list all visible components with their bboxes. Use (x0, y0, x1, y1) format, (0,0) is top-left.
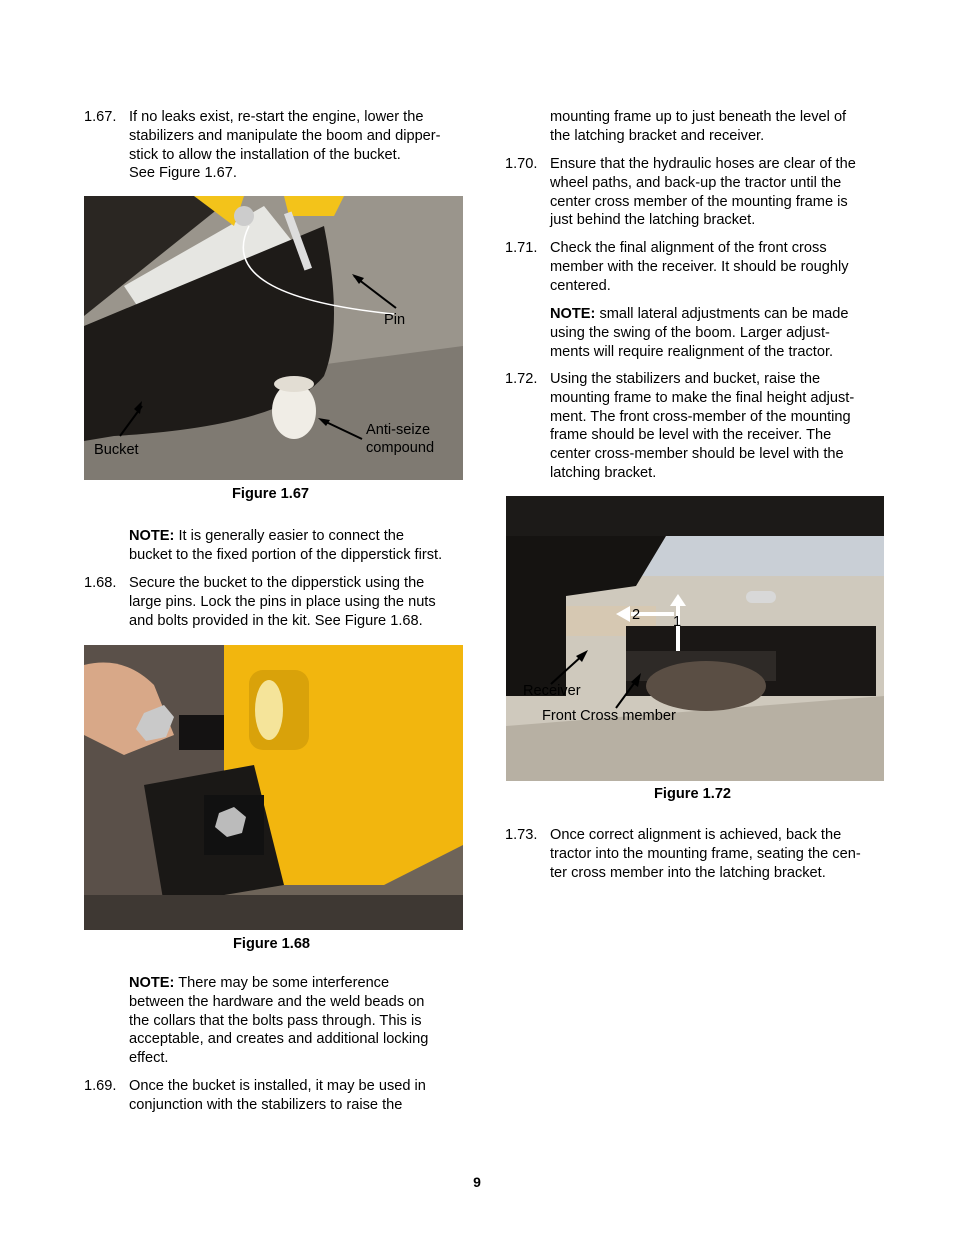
figure-1-67-photo (84, 196, 463, 480)
step-text-line: mounting frame up to just beneath the level of (550, 109, 847, 125)
step-1-71 (505, 239, 905, 299)
step-text-line: centered. (550, 277, 611, 294)
note-label: NOTE: (129, 975, 175, 991)
note-interference (129, 974, 489, 1068)
figure-1-67-caption: Figure 1.67 (232, 486, 310, 502)
figure-1-72-caption: Figure 1.72 (654, 786, 732, 802)
step-text-line: tractor into the mounting frame, seating the cen- (550, 845, 861, 862)
label-anti-seize: Anti-seize (366, 422, 431, 438)
step-1-69 (84, 1077, 484, 1117)
step-text-line: large pins. Lock the pins in place using the nuts (129, 593, 436, 610)
step-1-70 (505, 155, 905, 235)
step-text-line: See Figure 1.67. (129, 165, 237, 182)
note-text: There may be some interference (174, 975, 390, 991)
step-number: 1.69. (84, 1078, 117, 1094)
label-compound: compound (366, 440, 435, 456)
label-bucket: Bucket (94, 442, 139, 458)
note-text: the collars that the bolts pass through. This is (129, 1012, 422, 1029)
step-1-68 (84, 574, 484, 634)
step-text-line: Using the stabilizers and bucket, raise the (550, 371, 821, 387)
step-text-line: Once the bucket is installed, it may be used in (129, 1078, 426, 1094)
step-text-line: and bolts provided in the kit. See Figure 1.68. (129, 612, 423, 629)
note-lateral-adjustments (550, 305, 900, 361)
step-text-line: stabilizers and manipulate the boom and dipper- (129, 127, 441, 144)
step-text-line: center cross-member should be level with the (550, 446, 844, 463)
frame-photo-illustration (506, 496, 884, 781)
step-text-line: Once correct alignment is achieved, back the (550, 827, 842, 843)
figure-1-68-caption: Figure 1.68 (233, 936, 311, 952)
step-number: 1.68. (84, 575, 117, 591)
pin-photo-illustration (84, 645, 463, 930)
figure-1-68-photo (84, 645, 463, 930)
note-text: acceptable, and creates and additional locking (129, 1031, 429, 1048)
step-text-line: member with the receiver. It should be roughly (550, 258, 849, 275)
note-text: between the hardware and the weld beads on (129, 993, 425, 1010)
step-1-67 (84, 108, 484, 188)
note-connect-bucket (129, 527, 489, 565)
note-text: bucket to the fixed portion of the dipperstick first. (129, 546, 443, 563)
label-receiver: Receiver (523, 683, 581, 699)
step-text-line: latching bracket. (550, 464, 657, 481)
note-text: ments will require realignment of the tractor. (550, 343, 834, 360)
step-number: 1.67. (84, 109, 117, 125)
step-number: 1.73. (505, 827, 538, 843)
step-text-line: ter cross member into the latching bracket. (550, 864, 826, 881)
step-text-line: Check the final alignment of the front cross (550, 240, 827, 256)
note-text: It is generally easier to connect the (174, 528, 404, 544)
step-text-line: the latching bracket and receiver. (550, 127, 765, 144)
note-text: small lateral adjustments can be made (595, 306, 849, 322)
step-1-72 (505, 370, 905, 485)
step-text-line: wheel paths, and back-up the tractor until the (550, 174, 842, 191)
step-text-line: just behind the latching bracket. (550, 212, 756, 229)
step-1-73 (505, 826, 905, 886)
step-1-69-continued (550, 108, 890, 146)
step-number: 1.70. (505, 156, 538, 172)
step-text-line: Ensure that the hydraulic hoses are clear of the (550, 156, 856, 172)
label-pin: Pin (384, 312, 406, 328)
label-arrow-1: 1 (673, 614, 682, 630)
page-number: 9 (473, 1174, 481, 1190)
label-front-cross-member: Front Cross member (542, 708, 676, 724)
label-arrow-2: 2 (632, 607, 641, 623)
figure-1-72-photo (506, 496, 884, 781)
step-text-line: mounting frame to make the final height adjust- (550, 389, 855, 406)
step-text-line: If no leaks exist, re-start the engine, lower the (129, 109, 424, 125)
note-label: NOTE: (129, 528, 175, 544)
step-text-line: frame should be level with the receiver. The (550, 427, 832, 444)
note-text: using the swing of the boom. Larger adjust- (550, 324, 830, 341)
step-number: 1.72. (505, 371, 538, 387)
step-number: 1.71. (505, 240, 538, 256)
note-text: effect. (129, 1050, 169, 1067)
note-label: NOTE: (550, 306, 596, 322)
step-text-line: stick to allow the installation of the bucket. (129, 146, 401, 163)
step-text-line: center cross member of the mounting frame is (550, 193, 848, 210)
step-text-line: conjunction with the stabilizers to raise the (129, 1096, 403, 1113)
step-text-line: Secure the bucket to the dipperstick using the (129, 575, 425, 591)
step-text-line: ment. The front cross-member of the mounting (550, 408, 851, 425)
